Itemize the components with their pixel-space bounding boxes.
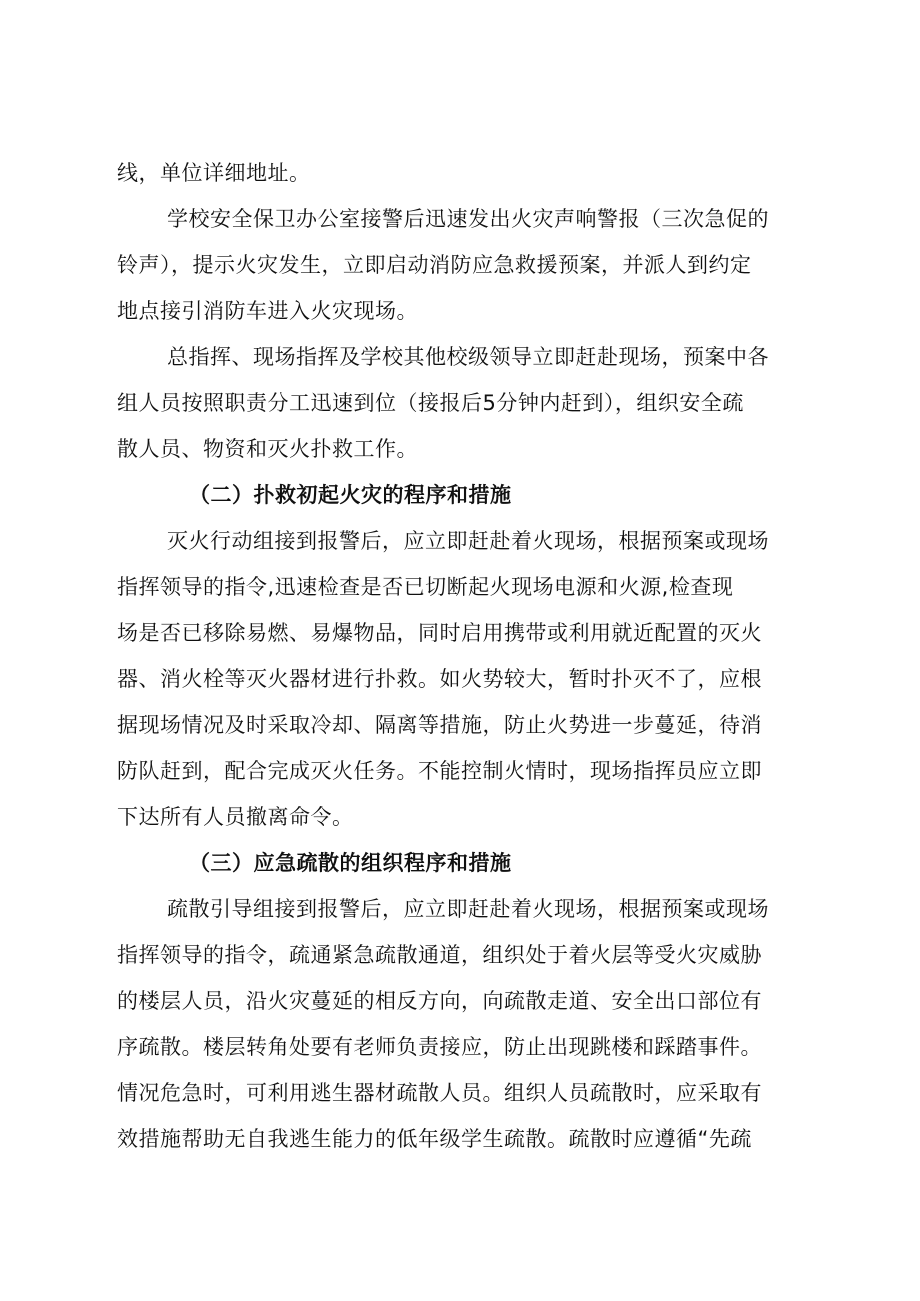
paragraph [117, 150, 807, 196]
section-heading: （三）应急疏散的组织程序和措施 [189, 851, 512, 875]
text-line: 下达所有人员撤离命令。 [117, 805, 354, 829]
text-line: 组人员按照职责分工迅速到位（接报后5分钟内赶到），组织安全疏 [117, 391, 744, 415]
text-line: 防队赶到，配合完成灭火任务。不能控制火情时，现场指挥员应立即 [117, 759, 762, 783]
text-line: 线，单位详细地址。 [117, 161, 311, 185]
section-heading: （二）扑救初起火灾的程序和措施 [189, 483, 512, 507]
text-line: 情况危急时，可利用逃生器材疏散人员。组织人员疏散时，应采取有 [117, 1081, 762, 1105]
text-line: 指挥领导的指令，疏通紧急疏散通道，组织处于着火层等受火灾威胁 [117, 943, 762, 967]
paragraph [117, 518, 807, 840]
text-line: 器、消火栓等灭火器材进行扑救。如火势较大，暂时扑灭不了，应根 [117, 667, 762, 691]
text-line: 疏散引导组接到报警后，应立即赶赴着火现场，根据预案或现场 [167, 897, 769, 921]
paragraph [117, 334, 807, 472]
text-line: 场是否已移除易燃、易爆物品，同时启用携带或利用就近配置的灭火 [117, 621, 762, 645]
text-line: 地点接引消防车进入火灾现场。 [117, 299, 418, 323]
text-line: 效措施帮助无自我逃生能力的低年级学生疏散。疏散时应遵循“先疏 [117, 1127, 752, 1151]
text-line: 铃声），提示火灾发生，立即启动消防应急救援预案，并派人到约定 [117, 253, 752, 277]
text-line: 指挥领导的指令,迅速检查是否已切断起火现场电源和火源,检查现 [117, 575, 734, 599]
text-line: 据现场情况及时采取冷却、隔离等措施，防止火势进一步蔓延，待消 [117, 713, 762, 737]
text-line: 散人员、物资和灭火扑救工作。 [117, 437, 418, 461]
text-line: 的楼层人员，沿火灾蔓延的相反方向，向疏散走道、安全出口部位有 [117, 989, 762, 1013]
text-line: 灭火行动组接到报警后，应立即赶赴着火现场，根据预案或现场 [167, 529, 769, 553]
paragraph [117, 196, 807, 334]
paragraph [117, 886, 807, 1162]
document-page [117, 150, 807, 1162]
text-line: 学校安全保卫办公室接警后迅速发出火灾声响警报（三次急促的 [167, 207, 769, 231]
text-line: 序疏散。楼层转角处要有老师负责接应，防止出现跳楼和踩踏事件。 [117, 1035, 762, 1059]
text-line: 总指挥、现场指挥及学校其他校级领导立即赶赴现场，预案中各 [167, 345, 769, 369]
